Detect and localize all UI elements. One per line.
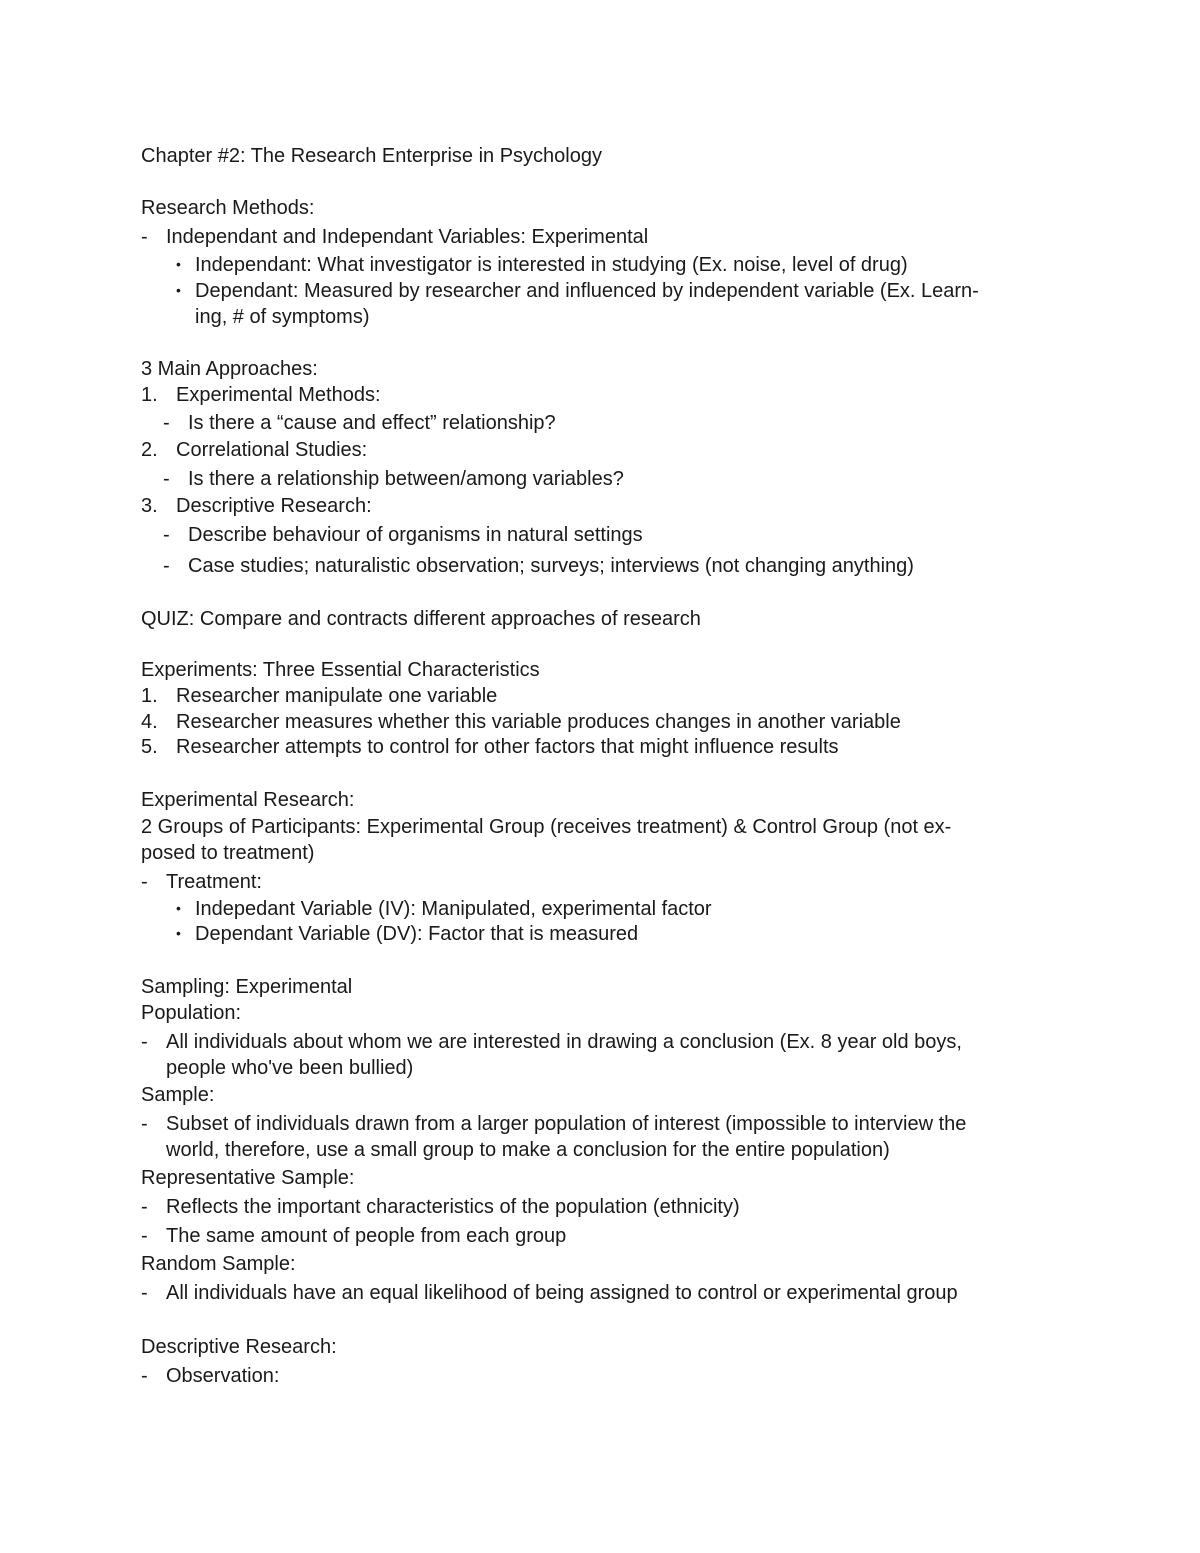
dependant-bullet-continued: ing, # of symptoms) bbox=[195, 306, 370, 328]
descriptive-heading: Descriptive Research: bbox=[141, 1336, 337, 1358]
approach-correlational-detail: Is there a relationship between/among variables? bbox=[188, 468, 624, 490]
dash-marker: - bbox=[141, 1031, 148, 1053]
bullet-marker: • bbox=[176, 900, 181, 916]
independant-bullet: Independant: What investigator is interested in studying (Ex. noise, level of drug) bbox=[195, 254, 908, 276]
population-line-1: All individuals about whom we are interested in drawing a conclusion (Ex. 8 year old boys, bbox=[166, 1031, 962, 1053]
quiz-note: QUIZ: Compare and contracts different approaches of research bbox=[141, 608, 701, 630]
research-methods-item: Independant and Independant Variables: Experimental bbox=[166, 226, 649, 248]
dv-bullet: Dependant Variable (DV): Factor that is measured bbox=[195, 923, 639, 945]
dependant-bullet: Dependant: Measured by researcher and influenced by independent variable (Ex. Learn- bbox=[195, 280, 979, 302]
approaches-heading: 3 Main Approaches: bbox=[141, 358, 318, 380]
dash-marker: - bbox=[141, 1365, 148, 1387]
dash-marker: - bbox=[163, 412, 170, 434]
bullet-marker: • bbox=[176, 925, 181, 941]
representative-item-1: Reflects the important characteristics of the population (ethnicity) bbox=[166, 1196, 740, 1218]
list-number: 2. bbox=[141, 439, 158, 461]
list-number: 3. bbox=[141, 495, 158, 517]
population-label: Population: bbox=[141, 1002, 242, 1024]
dash-marker: - bbox=[141, 1225, 148, 1247]
approach-experimental-detail: Is there a “cause and effect” relationship? bbox=[188, 412, 556, 434]
approach-descriptive-detail-2: Case studies; naturalistic observation; surveys; interviews (not changing anything) bbox=[188, 555, 914, 577]
list-number: 1. bbox=[141, 685, 158, 707]
dash-marker: - bbox=[163, 468, 170, 490]
experiments-heading: Experiments: Three Essential Characteristics bbox=[141, 659, 540, 681]
population-line-2: people who've been bullied) bbox=[166, 1057, 414, 1079]
approach-descriptive-detail-1: Describe behaviour of organisms in natural settings bbox=[188, 524, 643, 546]
dash-marker: - bbox=[141, 1196, 148, 1218]
approach-experimental: Experimental Methods: bbox=[176, 384, 381, 406]
random-label: Random Sample: bbox=[141, 1253, 296, 1275]
sample-label: Sample: bbox=[141, 1084, 215, 1106]
research-methods-heading: Research Methods: bbox=[141, 197, 315, 219]
experiments-item: Researcher measures whether this variable produces changes in another variable bbox=[176, 711, 901, 733]
treatment-label: Treatment: bbox=[166, 871, 262, 893]
dash-marker: - bbox=[163, 555, 170, 577]
bullet-marker: • bbox=[176, 282, 181, 298]
dash-marker: - bbox=[141, 1113, 148, 1135]
groups-line-1: 2 Groups of Participants: Experimental Group (receives treatment) & Control Group (not ex- bbox=[141, 816, 952, 838]
approach-descriptive: Descriptive Research: bbox=[176, 495, 372, 517]
approach-correlational: Correlational Studies: bbox=[176, 439, 368, 461]
dash-marker: - bbox=[141, 871, 148, 893]
representative-label: Representative Sample: bbox=[141, 1167, 355, 1189]
groups-line-2: posed to treatment) bbox=[141, 842, 315, 864]
iv-bullet: Indepedant Variable (IV): Manipulated, experimental factor bbox=[195, 898, 712, 920]
sample-line-1: Subset of individuals drawn from a larger population of interest (impossible to interview the bbox=[166, 1113, 967, 1135]
list-number: 1. bbox=[141, 384, 158, 406]
experimental-research-heading: Experimental Research: bbox=[141, 789, 355, 811]
experiments-item: Researcher manipulate one variable bbox=[176, 685, 498, 707]
dash-marker: - bbox=[163, 524, 170, 546]
sampling-heading: Sampling: Experimental bbox=[141, 976, 353, 998]
list-number: 5. bbox=[141, 736, 158, 758]
experiments-item: Researcher attempts to control for other factors that might influence results bbox=[176, 736, 839, 758]
page-title: Chapter #2: The Research Enterprise in Psychology bbox=[141, 145, 602, 167]
observation-item: Observation: bbox=[166, 1365, 280, 1387]
dash-marker: - bbox=[141, 226, 148, 248]
list-number: 4. bbox=[141, 711, 158, 733]
dash-marker: - bbox=[141, 1282, 148, 1304]
representative-item-2: The same amount of people from each group bbox=[166, 1225, 567, 1247]
random-item: All individuals have an equal likelihood of being assigned to control or experimental group bbox=[166, 1282, 958, 1304]
bullet-marker: • bbox=[176, 256, 181, 272]
sample-line-2: world, therefore, use a small group to make a conclusion for the entire population) bbox=[166, 1139, 890, 1161]
